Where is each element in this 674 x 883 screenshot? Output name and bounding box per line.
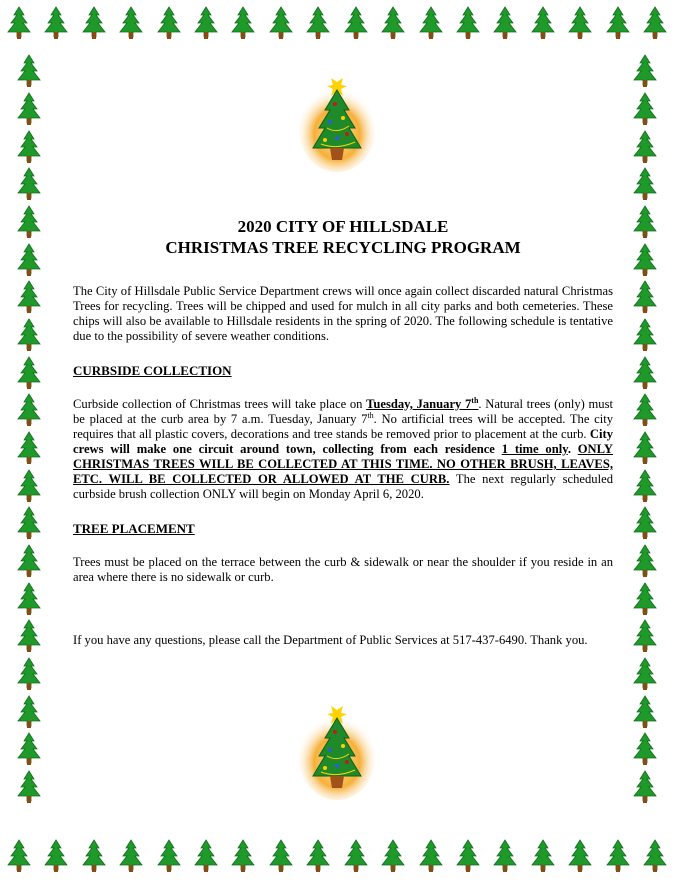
christmas-tree-border-icon	[416, 839, 446, 875]
christmas-tree-border-icon	[154, 839, 184, 875]
christmas-tree-border-icon	[14, 506, 44, 542]
christmas-tree-border-icon	[528, 6, 558, 42]
crew-circuit-note: City crews will make one circuit around town, collecting from each residence	[73, 427, 613, 456]
christmas-tree-border-icon	[341, 839, 371, 875]
title-line-2: CHRISTMAS TREE RECYCLING PROGRAM	[165, 238, 521, 257]
curbside-text-4: The next regularly scheduled curbside brush collection ONLY will begin on Monday April 6, 2020.	[73, 472, 613, 501]
christmas-tree-border-icon	[565, 6, 595, 42]
christmas-tree-border-icon	[630, 469, 660, 505]
christmas-tree-border-icon	[4, 6, 34, 42]
christmas-tree-border-icon	[228, 6, 258, 42]
christmas-tree-border-icon	[630, 657, 660, 693]
christmas-tree-border-icon	[341, 6, 371, 42]
christmas-tree-border-icon	[630, 243, 660, 279]
curbside-paragraph: Curbside collection of Christmas trees will take place on Tuesday, January 7th. Natural trees (only) must be placed at the curb area by 7 a.m. Tuesday, January 7th. No artificial trees will be accepted. The city requires that all plastic covers, decorations and tree stands be removed prior to placement at the curb. City crews will make one circuit around town, collecting from each residence 1 time only. ONLY CHRISTMAS TREES WILL BE COLLECTED AT THIS TIME. NO OTHER BRUSH, LEAVES, ETC. WILL BE COLLECTED OR ALLOWED AT THE CURB. The next regularly scheduled curbside brush collection ONLY will begin on Monday April 6, 2020.	[73, 395, 613, 501]
christmas-tree-border-icon	[565, 839, 595, 875]
christmas-tree-border-icon	[14, 318, 44, 354]
christmas-tree-border-icon	[603, 6, 633, 42]
christmas-tree-border-icon	[630, 619, 660, 655]
trees-only-notice: ONLY CHRISTMAS TREES WILL BE COLLECTED AT THIS TIME. NO OTHER BRUSH, LEAVES, ETC. WILL BE COLLECTED OR ALLOWED AT THE CURB.	[73, 442, 613, 486]
christmas-tree-border-icon	[14, 280, 44, 316]
intro-paragraph: The City of Hillsdale Public Service Department crews will once again collect discarded natural Christmas Trees for recycling. Trees will be chipped and used for mulch in all city parks and both cemeteries. These chips will also be available to Hillsdale residents in the spring of 2020. The following schedule is tentative due to the possibility of severe weather conditions.	[73, 284, 613, 343]
christmas-tree-border-icon	[14, 167, 44, 203]
christmas-tree-border-icon	[14, 130, 44, 166]
christmas-tree-border-icon	[116, 839, 146, 875]
christmas-tree-border-icon	[14, 732, 44, 768]
christmas-tree-border-icon	[490, 839, 520, 875]
christmas-tree-border-icon	[603, 839, 633, 875]
christmas-tree-border-icon	[266, 839, 296, 875]
christmas-tree-border-icon	[14, 356, 44, 392]
christmas-tree-border-icon	[630, 167, 660, 203]
christmas-tree-border-icon	[630, 544, 660, 580]
christmas-tree-border-icon	[630, 318, 660, 354]
christmas-tree-border-icon	[79, 839, 109, 875]
christmas-tree-border-icon	[14, 243, 44, 279]
christmas-tree-border-icon	[228, 839, 258, 875]
christmas-tree-border-icon	[630, 393, 660, 429]
christmas-tree-border-icon	[630, 280, 660, 316]
christmas-tree-border-icon	[14, 582, 44, 618]
christmas-tree-border-icon	[490, 6, 520, 42]
christmas-tree-border-icon	[630, 695, 660, 731]
christmas-tree-border-icon	[14, 205, 44, 241]
christmas-tree-border-icon	[14, 92, 44, 128]
christmas-tree-border-icon	[630, 92, 660, 128]
christmas-tree-border-icon	[416, 6, 446, 42]
christmas-tree-border-icon	[14, 695, 44, 731]
christmas-tree-border-icon	[630, 770, 660, 806]
christmas-tree-border-icon	[14, 619, 44, 655]
christmas-tree-border-icon	[453, 839, 483, 875]
christmas-tree-border-icon	[630, 431, 660, 467]
christmas-tree-border-icon	[378, 6, 408, 42]
one-time-only: 1 time only	[501, 442, 568, 456]
christmas-tree-border-icon	[191, 6, 221, 42]
christmas-tree-border-icon	[630, 54, 660, 90]
title-line-1: 2020 CITY OF HILLSDALE	[237, 217, 449, 236]
curbside-text-1: Curbside collection of Christmas trees will take place on	[73, 397, 367, 411]
christmas-tree-border-icon	[41, 6, 71, 42]
christmas-tree-border-icon	[303, 839, 333, 875]
christmas-tree-border-icon	[191, 839, 221, 875]
curbside-text-3: . No artificial trees will be accepted. The city requires that all plastic covers, decorations and tree stands be removed prior to placement at the curb.	[73, 412, 613, 441]
christmas-tree-border-icon	[630, 130, 660, 166]
christmas-tree-border-icon	[640, 6, 670, 42]
decorated-christmas-tree-icon	[297, 700, 377, 800]
decorated-christmas-tree-icon	[297, 72, 377, 172]
christmas-tree-border-icon	[14, 469, 44, 505]
christmas-tree-border-icon	[630, 732, 660, 768]
christmas-tree-border-icon	[116, 6, 146, 42]
placement-heading: TREE PLACEMENT	[73, 521, 195, 536]
christmas-tree-border-icon	[14, 657, 44, 693]
collection-date: Tuesday, January 7th	[366, 395, 479, 411]
flyer-content	[73, 216, 613, 648]
christmas-tree-border-icon	[528, 839, 558, 875]
christmas-tree-border-icon	[4, 839, 34, 875]
christmas-tree-border-icon	[154, 6, 184, 42]
christmas-tree-border-icon	[453, 6, 483, 42]
questions-paragraph: If you have any questions, please call the Department of Public Services at 517-437-6490. Thank you.	[73, 633, 588, 647]
christmas-tree-border-icon	[14, 544, 44, 580]
christmas-tree-border-icon	[630, 582, 660, 618]
christmas-tree-border-icon	[266, 6, 296, 42]
christmas-tree-border-icon	[79, 6, 109, 42]
christmas-tree-border-icon	[640, 839, 670, 875]
christmas-tree-border-icon	[14, 393, 44, 429]
page-title	[73, 216, 613, 258]
christmas-tree-border-icon	[630, 506, 660, 542]
curbside-text-2: . Natural trees (only) must be placed at the curb area by 7 a.m. Tuesday, January 7	[73, 397, 613, 426]
christmas-tree-border-icon	[14, 54, 44, 90]
christmas-tree-border-icon	[14, 431, 44, 467]
curbside-heading: CURBSIDE COLLECTION	[73, 363, 232, 378]
christmas-tree-border-icon	[41, 839, 71, 875]
christmas-tree-border-icon	[303, 6, 333, 42]
christmas-tree-border-icon	[630, 356, 660, 392]
christmas-tree-border-icon	[378, 839, 408, 875]
christmas-tree-border-icon	[14, 770, 44, 806]
christmas-tree-border-icon	[630, 205, 660, 241]
placement-paragraph: Trees must be placed on the terrace between the curb & sidewalk or near the shoulder if you reside in an area where there is no sidewalk or curb.	[73, 555, 613, 584]
